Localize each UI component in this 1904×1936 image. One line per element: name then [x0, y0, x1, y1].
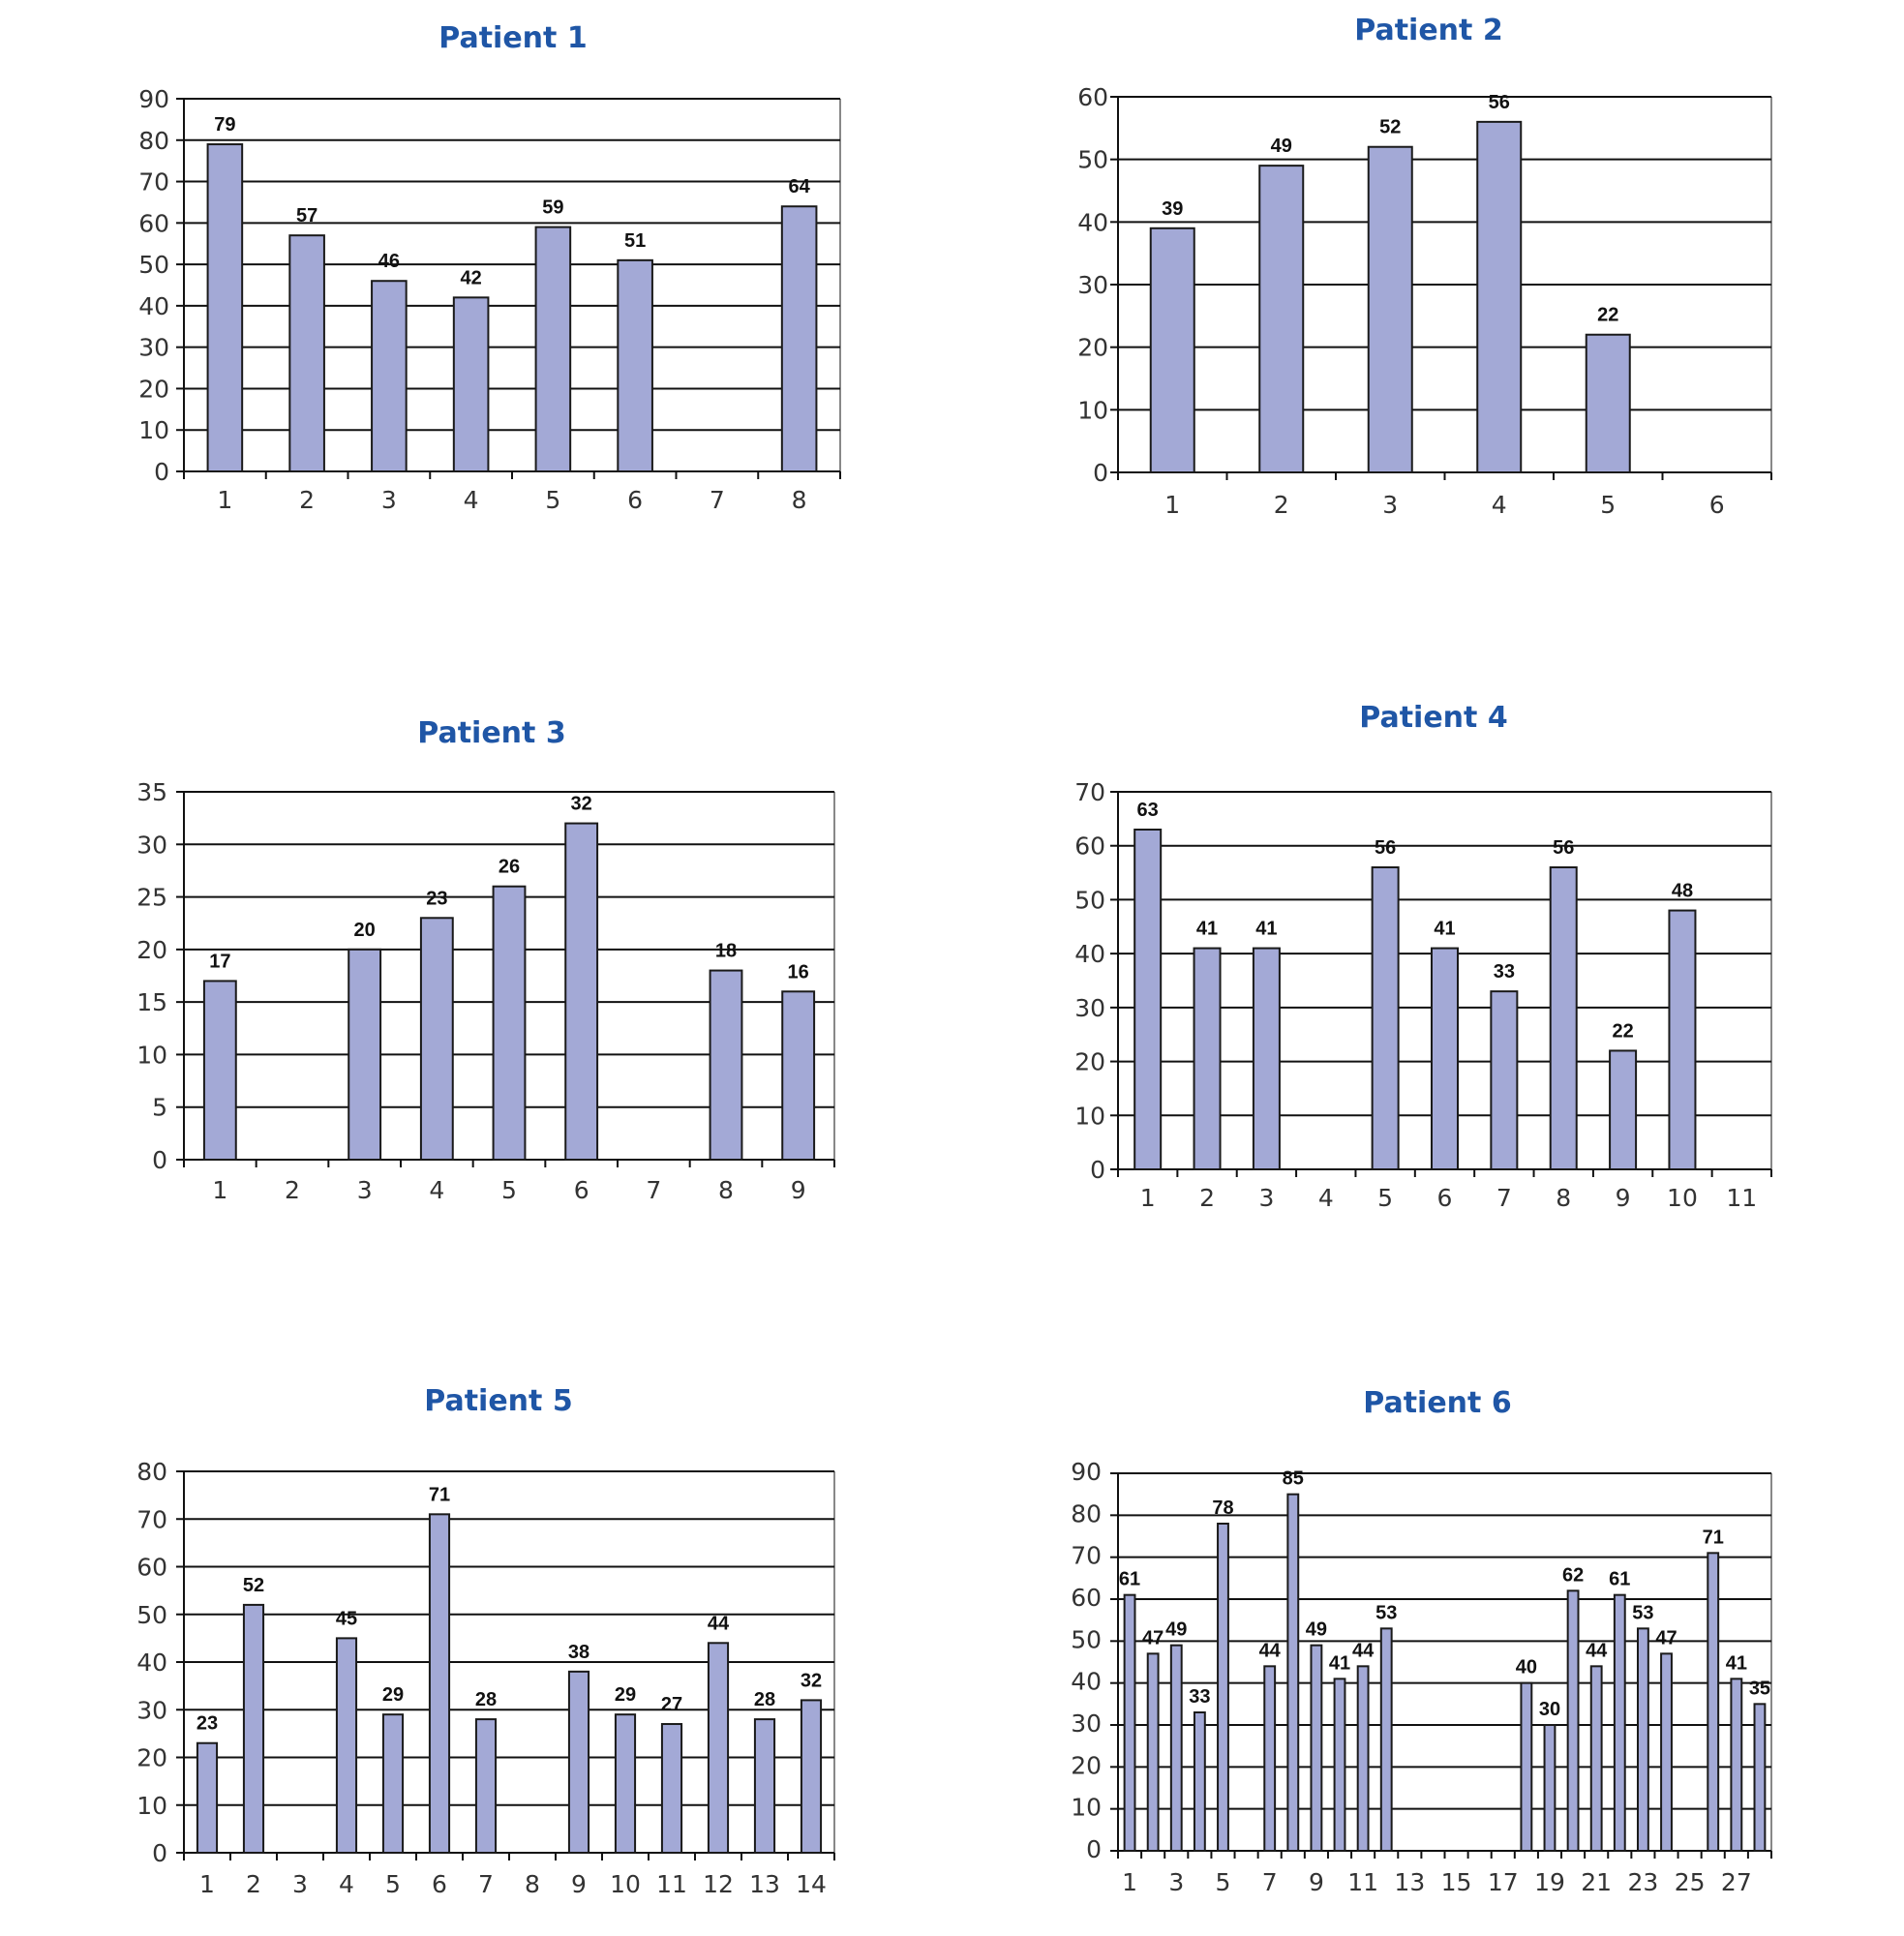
y-tick-label: 25	[136, 883, 167, 912]
y-tick-label: 5	[152, 1093, 167, 1122]
y-tick-label: 50	[1071, 1625, 1102, 1654]
data-label: 40	[1515, 1656, 1537, 1679]
bar	[1171, 1646, 1182, 1851]
data-label: 22	[1612, 1020, 1634, 1043]
y-tick-label: 15	[136, 988, 167, 1017]
x-tick-label: 5	[1377, 1184, 1394, 1212]
x-tick-label: 1	[1122, 1868, 1138, 1896]
x-tick-label: 3	[1258, 1184, 1275, 1212]
data-label: 64	[788, 176, 810, 198]
data-label: 49	[1165, 1618, 1188, 1641]
bar	[618, 260, 652, 471]
bar	[197, 1743, 217, 1853]
x-tick-label: 3	[1382, 491, 1399, 519]
data-label: 56	[1375, 837, 1397, 859]
y-tick-label: 10	[1077, 396, 1108, 425]
bar	[1148, 1653, 1159, 1851]
y-tick-label: 70	[138, 167, 169, 197]
bar	[244, 1605, 263, 1853]
bar	[565, 824, 597, 1160]
data-label: 79	[214, 114, 236, 136]
data-label: 48	[1671, 880, 1694, 902]
x-tick-label: 21	[1581, 1868, 1613, 1896]
x-tick-label: 8	[1556, 1184, 1572, 1212]
y-tick-label: 50	[138, 251, 169, 280]
x-tick-label: 3	[380, 486, 397, 514]
bar	[421, 918, 453, 1160]
chart-title: Patient 4	[1359, 701, 1508, 735]
x-tick-label: 6	[573, 1176, 589, 1204]
bar	[1151, 228, 1194, 472]
data-label: 85	[1282, 1467, 1304, 1490]
x-tick-label: 1	[212, 1176, 228, 1204]
x-tick-label: 1	[1139, 1184, 1156, 1212]
bar	[1287, 1495, 1298, 1851]
data-label: 16	[787, 961, 809, 983]
y-tick-label: 30	[136, 1696, 167, 1725]
x-tick-label: 8	[791, 486, 807, 514]
data-label: 23	[426, 888, 448, 910]
data-label: 47	[1142, 1627, 1164, 1649]
y-tick-label: 70	[1071, 1541, 1102, 1570]
x-tick-label: 7	[646, 1176, 662, 1204]
y-tick-label: 20	[1074, 1047, 1105, 1076]
bar	[1551, 867, 1577, 1169]
x-tick-label: 7	[478, 1870, 494, 1898]
y-tick-label: 30	[1077, 271, 1108, 299]
bar	[494, 887, 526, 1160]
bar	[1491, 991, 1517, 1169]
bar	[1477, 122, 1521, 472]
data-label: 56	[1553, 837, 1575, 859]
bar	[1264, 1666, 1275, 1851]
bar	[755, 1719, 774, 1853]
x-tick-label: 4	[339, 1870, 354, 1898]
data-label: 32	[570, 793, 592, 815]
data-label: 33	[1493, 961, 1515, 983]
y-tick-label: 20	[1077, 333, 1108, 362]
bar	[709, 1643, 728, 1853]
x-tick-label: 3	[1168, 1868, 1185, 1896]
data-label: 39	[1162, 197, 1184, 220]
bar	[1708, 1553, 1718, 1851]
y-tick-label: 0	[152, 1146, 167, 1174]
bar	[1638, 1628, 1648, 1851]
data-label: 41	[1434, 918, 1456, 940]
bar	[383, 1714, 403, 1853]
y-tick-label: 40	[136, 1649, 167, 1677]
data-label: 33	[1189, 1686, 1211, 1708]
y-tick-label: 10	[136, 1791, 167, 1820]
x-tick-label: 17	[1487, 1868, 1519, 1896]
data-label: 41	[1195, 918, 1219, 940]
data-label: 41	[1725, 1652, 1747, 1675]
bar	[1335, 1679, 1345, 1851]
x-tick-label: 11	[1347, 1868, 1379, 1896]
x-tick-label: 9	[1615, 1184, 1631, 1212]
bar	[348, 950, 380, 1160]
x-tick-label: 8	[718, 1176, 734, 1204]
data-label: 46	[378, 251, 400, 273]
x-tick-label: 8	[525, 1870, 540, 1898]
bar	[1731, 1679, 1741, 1851]
data-label: 41	[1255, 918, 1278, 940]
chart-title: Patient 2	[1354, 14, 1503, 47]
y-tick-label: 35	[136, 778, 167, 806]
y-tick-label: 60	[1074, 832, 1105, 861]
y-tick-label: 10	[136, 1041, 167, 1070]
y-tick-label: 40	[1071, 1667, 1102, 1696]
x-tick-label: 2	[299, 486, 316, 514]
data-label: 44	[707, 1613, 730, 1635]
x-tick-label: 2	[246, 1870, 261, 1898]
x-tick-label: 6	[627, 486, 644, 514]
data-label: 32	[800, 1670, 823, 1692]
y-tick-label: 0	[1090, 1156, 1105, 1184]
data-label: 57	[296, 205, 318, 227]
x-tick-label: 7	[1261, 1868, 1278, 1896]
x-tick-label: 13	[749, 1870, 780, 1898]
bar	[208, 144, 243, 471]
x-tick-label: 4	[429, 1176, 445, 1204]
x-tick-label: 5	[545, 486, 561, 514]
bar	[1545, 1725, 1556, 1851]
x-tick-label: 4	[463, 486, 479, 514]
x-tick-label: 5	[1600, 491, 1617, 519]
y-tick-label: 70	[1074, 778, 1105, 806]
x-tick-label: 5	[501, 1176, 517, 1204]
bar	[204, 981, 236, 1160]
x-tick-label: 9	[1308, 1868, 1324, 1896]
bar	[782, 206, 817, 471]
x-tick-label: 7	[709, 486, 725, 514]
chart-title: Patient 5	[424, 1384, 573, 1418]
bar	[1610, 1050, 1636, 1169]
chart-title: Patient 6	[1363, 1386, 1512, 1420]
x-tick-label: 11	[1726, 1184, 1758, 1212]
data-label: 56	[1488, 91, 1510, 113]
x-tick-label: 15	[1440, 1868, 1472, 1896]
x-tick-label: 4	[1317, 1184, 1334, 1212]
bar	[372, 281, 407, 471]
x-tick-label: 1	[217, 486, 233, 514]
data-label: 44	[1586, 1640, 1608, 1662]
x-tick-label: 9	[790, 1176, 806, 1204]
x-tick-label: 13	[1394, 1868, 1426, 1896]
data-label: 29	[381, 1684, 405, 1707]
data-label: 22	[1597, 304, 1619, 326]
x-tick-label: 3	[356, 1176, 373, 1204]
x-tick-label: 27	[1720, 1868, 1752, 1896]
x-tick-label: 1	[199, 1870, 215, 1898]
data-label: 52	[242, 1574, 265, 1596]
data-label: 45	[335, 1608, 358, 1630]
y-tick-label: 40	[138, 291, 169, 320]
x-tick-label: 23	[1627, 1868, 1659, 1896]
bar	[476, 1719, 496, 1853]
bar	[1125, 1595, 1135, 1851]
bar	[1369, 147, 1412, 472]
y-tick-label: 10	[138, 416, 169, 445]
data-label: 30	[1538, 1699, 1561, 1720]
bar	[1591, 1666, 1602, 1851]
x-tick-label: 5	[385, 1870, 401, 1898]
y-tick-label: 40	[1074, 940, 1105, 969]
bar	[710, 971, 742, 1160]
y-tick-label: 50	[1077, 145, 1108, 174]
y-tick-label: 30	[1071, 1709, 1102, 1738]
y-tick-label: 60	[1077, 83, 1108, 111]
data-label: 71	[428, 1484, 451, 1506]
data-label: 52	[1379, 116, 1402, 138]
x-tick-label: 12	[703, 1870, 734, 1898]
data-label: 27	[660, 1694, 683, 1716]
data-label: 23	[196, 1712, 219, 1735]
data-label: 59	[542, 197, 564, 219]
data-label: 61	[1609, 1568, 1631, 1590]
bar	[1254, 949, 1280, 1169]
bar	[1134, 830, 1161, 1169]
bar	[1661, 1653, 1672, 1851]
bar	[536, 227, 571, 471]
x-tick-label: 10	[610, 1870, 641, 1898]
bar	[1373, 867, 1399, 1169]
data-label: 17	[209, 951, 231, 973]
data-label: 44	[1258, 1640, 1281, 1662]
bar	[782, 991, 814, 1160]
data-label: 18	[714, 940, 738, 962]
y-tick-label: 0	[1093, 459, 1108, 487]
bar	[337, 1638, 356, 1853]
data-label: 53	[1375, 1602, 1398, 1624]
y-tick-label: 60	[138, 209, 169, 238]
bar	[1568, 1590, 1579, 1851]
x-tick-label: 25	[1674, 1868, 1706, 1896]
bar	[1194, 949, 1221, 1169]
x-tick-label: 19	[1534, 1868, 1565, 1896]
data-label: 61	[1118, 1568, 1141, 1590]
y-tick-label: 40	[1077, 208, 1108, 237]
y-tick-label: 20	[1071, 1751, 1102, 1780]
data-label: 62	[1561, 1564, 1585, 1587]
y-tick-label: 0	[1086, 1835, 1102, 1863]
x-tick-label: 6	[432, 1870, 447, 1898]
bar	[1587, 335, 1630, 472]
data-label: 71	[1702, 1527, 1724, 1549]
y-tick-label: 20	[138, 375, 169, 404]
data-label: 53	[1632, 1602, 1654, 1624]
bar	[1615, 1595, 1625, 1851]
bar	[430, 1514, 449, 1853]
x-tick-label: 14	[796, 1870, 827, 1898]
y-tick-label: 10	[1074, 1102, 1105, 1131]
y-tick-label: 10	[1071, 1793, 1102, 1822]
x-tick-label: 2	[1199, 1184, 1215, 1212]
bar	[1381, 1628, 1392, 1851]
data-label: 41	[1328, 1652, 1351, 1675]
bar	[1218, 1524, 1228, 1851]
y-tick-label: 20	[136, 935, 167, 964]
y-tick-label: 30	[1074, 993, 1105, 1022]
bar	[1755, 1704, 1766, 1851]
bar	[454, 297, 489, 471]
y-tick-label: 0	[152, 1839, 167, 1867]
data-label: 44	[1352, 1640, 1375, 1662]
y-tick-label: 80	[1071, 1499, 1102, 1528]
y-tick-label: 60	[136, 1553, 167, 1582]
y-tick-label: 80	[138, 126, 169, 155]
y-tick-label: 50	[136, 1600, 167, 1629]
x-tick-label: 2	[285, 1176, 300, 1204]
bar	[801, 1700, 821, 1853]
data-label: 51	[624, 229, 647, 252]
x-tick-label: 9	[571, 1870, 587, 1898]
y-tick-label: 90	[1071, 1458, 1102, 1486]
y-tick-label: 50	[1074, 886, 1105, 915]
x-tick-label: 11	[656, 1870, 687, 1898]
y-tick-label: 80	[136, 1458, 167, 1486]
data-label: 26	[498, 856, 521, 878]
x-tick-label: 4	[1491, 491, 1507, 519]
bar	[1194, 1712, 1205, 1851]
y-tick-label: 20	[136, 1743, 167, 1772]
x-tick-label: 6	[1708, 491, 1725, 519]
x-tick-label: 6	[1436, 1184, 1453, 1212]
bar	[289, 235, 324, 471]
bar	[1669, 911, 1695, 1169]
y-tick-label: 70	[136, 1505, 167, 1534]
bar	[662, 1724, 681, 1853]
data-label: 20	[353, 919, 376, 941]
y-tick-label: 30	[138, 333, 169, 362]
data-label: 49	[1305, 1618, 1328, 1641]
y-tick-label: 90	[138, 85, 169, 113]
x-tick-label: 2	[1273, 491, 1289, 519]
chart-title: Patient 3	[417, 716, 566, 750]
data-label: 35	[1748, 1678, 1771, 1700]
bar	[1432, 949, 1458, 1169]
bar	[1358, 1666, 1369, 1851]
bar	[1259, 166, 1303, 472]
chart-title: Patient 1	[438, 21, 588, 55]
data-label: 47	[1655, 1627, 1677, 1649]
x-tick-label: 10	[1667, 1184, 1698, 1212]
data-label: 28	[753, 1689, 776, 1711]
data-label: 63	[1136, 800, 1159, 821]
x-tick-label: 7	[1496, 1184, 1512, 1212]
x-tick-label: 1	[1164, 491, 1181, 519]
bar	[1521, 1683, 1531, 1851]
data-label: 78	[1212, 1497, 1234, 1519]
x-tick-label: 3	[292, 1870, 308, 1898]
y-tick-label: 0	[154, 458, 169, 486]
bar	[569, 1672, 589, 1853]
data-label: 49	[1270, 136, 1292, 158]
data-label: 29	[614, 1684, 637, 1707]
bar	[616, 1714, 635, 1853]
data-label: 28	[474, 1689, 498, 1711]
bar	[1311, 1646, 1321, 1851]
y-tick-label: 30	[136, 831, 167, 860]
data-label: 38	[567, 1641, 590, 1663]
data-label: 42	[460, 267, 482, 289]
x-tick-label: 5	[1215, 1868, 1231, 1896]
y-tick-label: 60	[1071, 1584, 1102, 1612]
